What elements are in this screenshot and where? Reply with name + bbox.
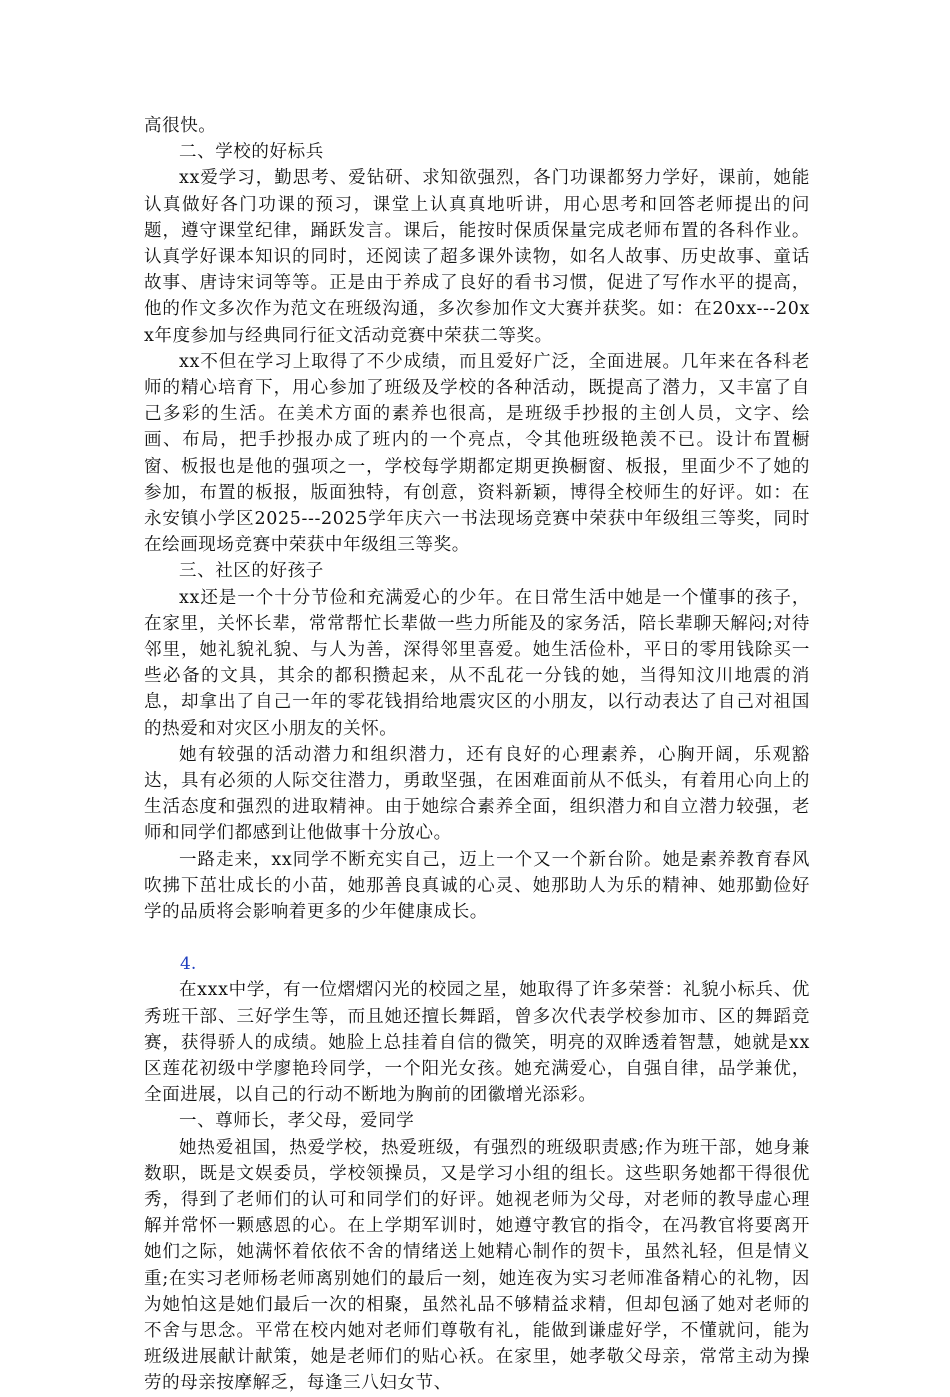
body-paragraph: xx还是一个十分节俭和充满爱心的少年。在日常生活中她是一个懂事的孩子，在家里，关怀长辈，常常帮忙长辈做一些力所能及的家务活，陪长辈聊天解闷;对待邻里，她礼貌礼貌、与人为善，深得邻里喜爱。她生活俭朴，平日的零用钱除买一些必备的文具，其余的都积攒起来，从不乱花一分钱的她，当得知汶川地震的消息，却拿出了自己一年的零花钱捐给地震灾区的小朋友，以行动表达了自己对祖国的热爱和对灾区小朋友的关怀。 <box>144 587 810 739</box>
body-paragraph: 一路走来，xx同学不断充实自己，迈上一个又一个新台阶。她是素养教育春风吹拂下茁壮成长的小苗，她那善良真诚的心灵、她那助人为乐的精神、她那勤俭好学的品质将会影响着更多的少年健康成长。 <box>144 849 810 923</box>
section-number: 4. <box>180 954 197 975</box>
body-paragraph: 三、社区的好孩子 <box>179 561 324 582</box>
document-page <box>144 113 810 1397</box>
body-paragraph: 她有较强的活动潜力和组织潜力，还有良好的心理素养，心胸开阔，乐观豁达，具有必须的人际交往潜力，勇敢坚强，在困难面前从不低头，有着用心向上的生活态度和强烈的进取精神。由于她综合素养全面，组织潜力和自立潜力较强，老师和同学们都感到让他做事十分放心。 <box>144 744 810 844</box>
body-paragraph: 二、学校的好标兵 <box>179 142 324 163</box>
body-paragraph: 高很快。 <box>144 116 217 136</box>
document-body-bottom <box>144 977 810 1396</box>
body-paragraph: 她热爱祖国，热爱学校，热爱班级，有强烈的班级职责感;作为班干部，她身兼数职，既是文娱委员，学校领操员，又是学习小组的组长。这些职务她都干得很优秀，得到了老师们的认可和同学们的好评。她视老师为父母，对老师的教导虚心理解并常怀一颗感恩的心。在上学期军训时，她遵守教官的指令，在冯教官将要离开她们之际，她满怀着依依不舍的情绪送上她精心制作的贺卡，虽然礼轻，但是情义重;在实习老师杨老师离别她们的最后一刻，她连夜为实习老师准备精心的礼物，因为她怕这是她们最后一次的相聚，虽然礼品不够精益求精，但却包涵了她对老师的不舍与思念。平常在校内她对老师们尊敬有礼，能做到谦虚好学，不懂就问，能为班级进展献计献策，她是老师们的贴心袄。在家里，她孝敬父母亲，常常主动为操劳的母亲按摩解乏，每逢三八妇女节、 <box>144 1137 810 1394</box>
body-paragraph: xx不但在学习上取得了不少成绩，而且爱好广泛，全面进展。几年来在各科老师的精心培育下，用心参加了班级及学校的各种活动，既提高了潜力，又丰富了自己多彩的生活。在美术方面的素养也很高，是班级手抄报的主创人员，文字、绘画、布局，把手抄报办成了班内的一个亮点，令其他班级艳羡不已。设计布置橱窗、板报也是他的强项之一，学校每学期都定期更换橱窗、板报，里面少不了她的参加，布置的板报，版面独特，有创意，资料新颖，博得全校师生的好评。如：在永安镇小学区2025---2025学年庆六一书法现场竞赛中荣获中年级组三等奖，同时在绘画现场竞赛中荣获中年级组三等奖。 <box>144 351 810 556</box>
paragraph-gap <box>144 925 810 951</box>
body-paragraph: 一、尊师长，孝父母，爱同学 <box>179 1111 415 1132</box>
document-body-top <box>144 113 810 925</box>
body-paragraph: xx爱学习，勤思考、爱钻研、求知欲强烈，各门功课都努力学好，课前，她能认真做好各门功课的预习，课堂上认真真地听讲，用心思考和回答老师提出的问题，遵守课堂纪律，踊跃发言。课后，能按时保质保量完成老师布置的各科作业。认真学好课本知识的同时，还阅读了超多课外读物，如名人故事、历史故事、童话故事、唐诗宋词等等。正是由于养成了良好的看书习惯，促进了写作水平的提高，他的作文多次作为范文在班级沟通，多次参加作文大赛并获奖。如：在20xx---20xx年度参加与经典同行征文活动竞赛中荣获二等奖。 <box>144 168 810 346</box>
body-paragraph: 在xxx中学，有一位熠熠闪光的校园之星，她取得了许多荣誉：礼貌小标兵、优秀班干部、三好学生等，而且她还擅长舞蹈，曾多次代表学校参加市、区的舞蹈竞赛，获得骄人的成绩。她脸上总挂着自信的微笑，明亮的双眸透着智慧，她就是xx区莲花初级中学廖艳玲同学，一个阳光女孩。她充满爱心，自强自律，品学兼优，全面进展，以自己的行动不断地为胸前的团徽增光添彩。 <box>144 980 810 1106</box>
